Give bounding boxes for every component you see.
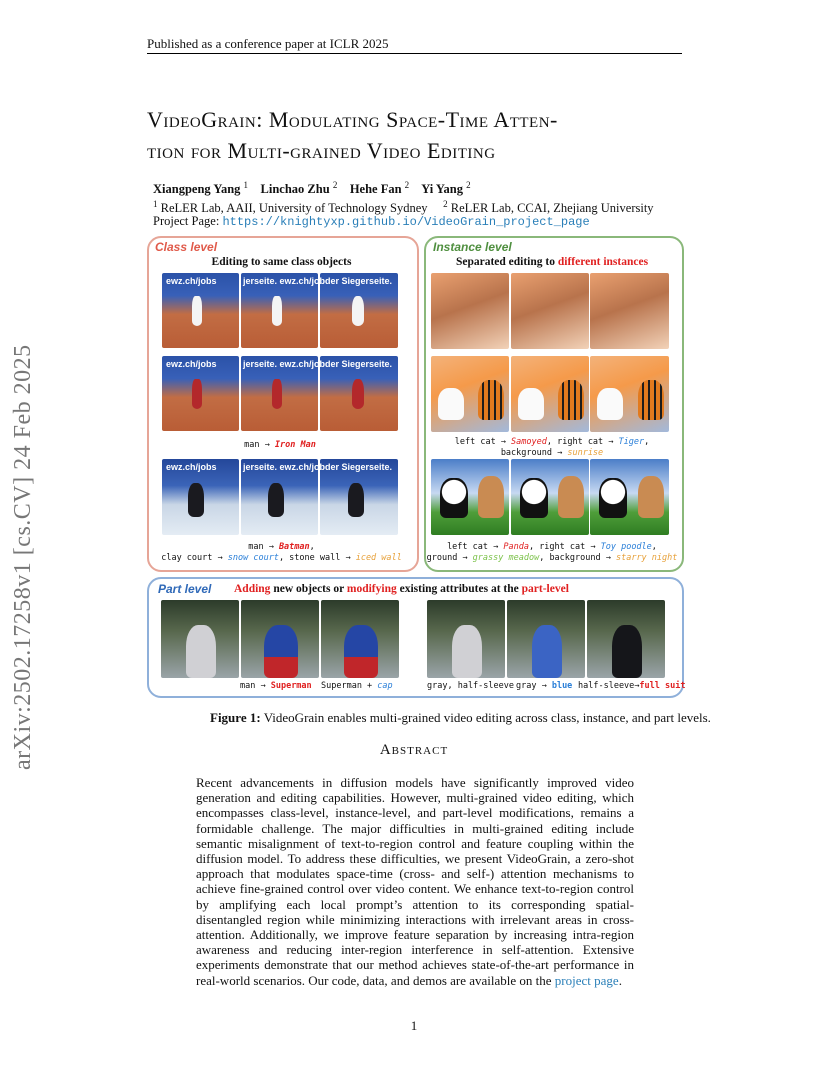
caption-part: Superman + <box>321 681 378 691</box>
banner-text: der Siegerseite. <box>325 359 393 369</box>
samoyed-figure <box>597 388 623 420</box>
title-line-2: tion for Multi-grained Video Editing <box>147 138 496 163</box>
author-affil-mark: 1 <box>243 180 249 190</box>
ironman-figure <box>272 379 282 409</box>
abstract-end: . <box>618 972 622 988</box>
class-level-caption: Editing to same class objects <box>211 256 352 268</box>
caption-part: starry night <box>615 553 678 563</box>
tiger-figure <box>638 380 664 420</box>
header-rule <box>147 53 682 54</box>
suit-caption <box>578 681 685 691</box>
tennis-player-figure <box>272 296 282 326</box>
batman-figure <box>188 483 204 517</box>
tennis-player-figure <box>352 296 364 326</box>
caption-part: , <box>644 437 650 447</box>
panda-caption-line-2 <box>426 553 678 563</box>
caption-part: , <box>651 542 657 552</box>
poodle-figure <box>638 476 664 518</box>
samoyed-figure <box>518 388 544 420</box>
caption-part: Separated editing to <box>455 256 558 268</box>
banner-text: jerseite. ewz.ch/job <box>243 276 326 286</box>
caption-part: Tiger <box>618 437 645 447</box>
poodle-figure <box>558 476 584 518</box>
author-name: Hehe Fan <box>349 182 402 197</box>
caption-part: man → <box>244 440 275 450</box>
superman-figure <box>264 625 298 678</box>
project-link[interactable]: https://knightyxp.github.io/VideoGrain_project_page <box>222 215 590 229</box>
blue-shirt-figure <box>532 625 562 678</box>
author-name: Xiangpeng Yang <box>153 182 241 197</box>
cats-frame-original <box>590 273 669 349</box>
poodle-figure <box>478 476 504 518</box>
caption-part: left cat → <box>447 542 504 552</box>
author-list <box>153 180 471 197</box>
caption-part: sunrise <box>567 448 604 458</box>
caption-part: background → <box>500 448 568 458</box>
caption-part: part-level <box>521 583 569 595</box>
caption-part: blue <box>551 681 573 691</box>
superman-figure <box>344 625 378 678</box>
part-level-label: Part level <box>158 582 212 596</box>
panda-figure <box>520 478 548 518</box>
caption-part: new objects or <box>270 583 347 595</box>
panda-figure <box>440 478 468 518</box>
caption-part: Batman <box>278 542 310 552</box>
tiger-figure <box>478 380 504 420</box>
caption-part: Samoyed <box>511 437 547 447</box>
instance-level-label: Instance level <box>433 240 512 254</box>
caption-part: clay court → <box>161 553 228 563</box>
caption-part: full suit <box>639 681 686 691</box>
caption-part: cap <box>377 681 393 691</box>
banner-text: der Siegerseite. <box>325 462 393 472</box>
abstract-text: Recent advancements in diffusion models have significantly improved video generation and editing capabilities. However, multi-grained video editing, which encompasses class-level, instance-level, and part-level modifications, remains a formidable challenge. The major difficulties in multi-grained editing include semantic misalignment of text-to-region control and feature coupling within the diffusion model. To address these difficulties, we present VideoGrain, a zero-shot approach that modulates space-time (cross- and self-) attention mechanisms to achieve fine-grained control over video content. We enhance text-to-region control by amplifying each local prompt’s attention to its corresponding spatial-disentangled region while minimizing interactions with irrelevant areas in cross-attention. Additionally, we improve feature separation by increasing intra-region awareness and reducing inter-region interference in self-attention. Extensive experiments demonstrate that our method achieves state-of-the-art performance in real-world scenarios. Our code, data, and demos are available on the <box>196 775 634 988</box>
caption-part: Adding <box>234 583 271 595</box>
project-page <box>153 214 590 229</box>
caption-part: Iron Man <box>274 440 316 450</box>
caption-part: man → <box>248 542 279 552</box>
banner-text: ewz.ch/jobs <box>166 276 217 286</box>
superman-cap-caption <box>321 681 393 691</box>
superman-caption <box>240 681 312 691</box>
abstract-heading: Abstract <box>379 742 449 758</box>
gray-caption: gray, half-sleeve <box>427 681 514 691</box>
caption-part: grassy meadow <box>472 553 540 563</box>
cats-frame-original <box>511 273 589 349</box>
caption-part: half-sleeve→ <box>578 681 640 691</box>
tennis-player-figure <box>192 296 202 326</box>
caption-part: gray → <box>516 681 552 691</box>
caption-part: existing attributes at the <box>396 583 522 595</box>
caption-part: , <box>309 542 315 552</box>
banner-text: ewz.ch/jobs <box>166 359 217 369</box>
affiliation-2: ReLER Lab, CCAI, Zhejiang University <box>450 201 654 216</box>
title-line-1: VideoGrain: Modulating Space-Time Atten- <box>147 107 558 132</box>
batman-caption-line-2 <box>150 553 413 563</box>
samoyed-caption-line-1 <box>426 437 678 447</box>
caption-part: iced wall <box>355 553 402 563</box>
suit-figure <box>612 625 642 678</box>
caption-part: modifying <box>346 583 397 595</box>
class-level-label: Class level <box>155 240 218 254</box>
ironman-figure <box>192 379 202 409</box>
banner-text: jerseite. ewz.ch/job <box>243 462 326 472</box>
caption-part: snow court <box>227 553 279 563</box>
panda-caption-line-1 <box>426 542 678 552</box>
caption-part: , right cat → <box>546 437 619 447</box>
banner-text: der Siegerseite. <box>325 276 393 286</box>
caption-part: Toy poodle <box>600 542 652 552</box>
caption-part: ground → <box>426 553 473 563</box>
blue-caption <box>516 681 572 691</box>
figure-label: Figure 1: <box>210 710 261 725</box>
batman-caption-line-1 <box>150 542 413 552</box>
panda-figure <box>599 478 627 518</box>
caption-part: Superman <box>270 681 312 691</box>
caption-part: left cat → <box>454 437 512 447</box>
caption-part: Panda <box>503 542 529 552</box>
cats-frame-original <box>431 273 509 349</box>
caption-part: , right cat → <box>528 542 601 552</box>
author-name: Yi Yang <box>421 182 464 197</box>
caption-part: , background → <box>539 553 616 563</box>
ironman-caption <box>162 440 398 450</box>
abstract-body <box>196 775 634 988</box>
instance-level-caption <box>426 256 678 268</box>
caption-part: man → <box>240 681 271 691</box>
ironman-figure <box>352 379 364 409</box>
page-number: 1 <box>410 1018 418 1033</box>
project-label: Project Page: <box>153 214 220 228</box>
affil-mark: 1 <box>153 199 158 209</box>
arxiv-sidebar-stamp: arXiv:2502.17258v1 [cs.CV] 24 Feb 2025 <box>10 344 36 770</box>
author-affil-mark: 2 <box>332 180 338 190</box>
caption-part: , stone wall → <box>278 553 356 563</box>
man-figure <box>186 625 216 678</box>
batman-figure <box>348 483 364 517</box>
author-affil-mark: 2 <box>404 180 410 190</box>
samoyed-caption-line-2 <box>426 448 678 458</box>
part-level-caption <box>234 583 569 595</box>
figure-caption-text: VideoGrain enables multi-grained video editing across class, instance, and part levels. <box>263 710 711 725</box>
paper-title <box>147 104 687 166</box>
affil-mark: 2 <box>443 199 448 209</box>
banner-text: ewz.ch/jobs <box>166 462 217 472</box>
tiger-figure <box>558 380 584 420</box>
author-affil-mark: 2 <box>466 180 471 190</box>
figure-caption <box>210 710 711 726</box>
author-name: Linchao Zhu <box>260 182 330 197</box>
running-header: Published as a conference paper at ICLR 2025 <box>147 36 389 51</box>
affiliation-1: ReLER Lab, AAII, University of Technology Sydney <box>160 201 428 216</box>
samoyed-figure <box>438 388 464 420</box>
gray-shirt-figure <box>452 625 482 678</box>
caption-part: different instances <box>557 256 649 268</box>
batman-figure <box>268 483 284 517</box>
banner-text: jerseite. ewz.ch/job <box>243 359 326 369</box>
project-page-link[interactable]: project page <box>554 972 619 988</box>
